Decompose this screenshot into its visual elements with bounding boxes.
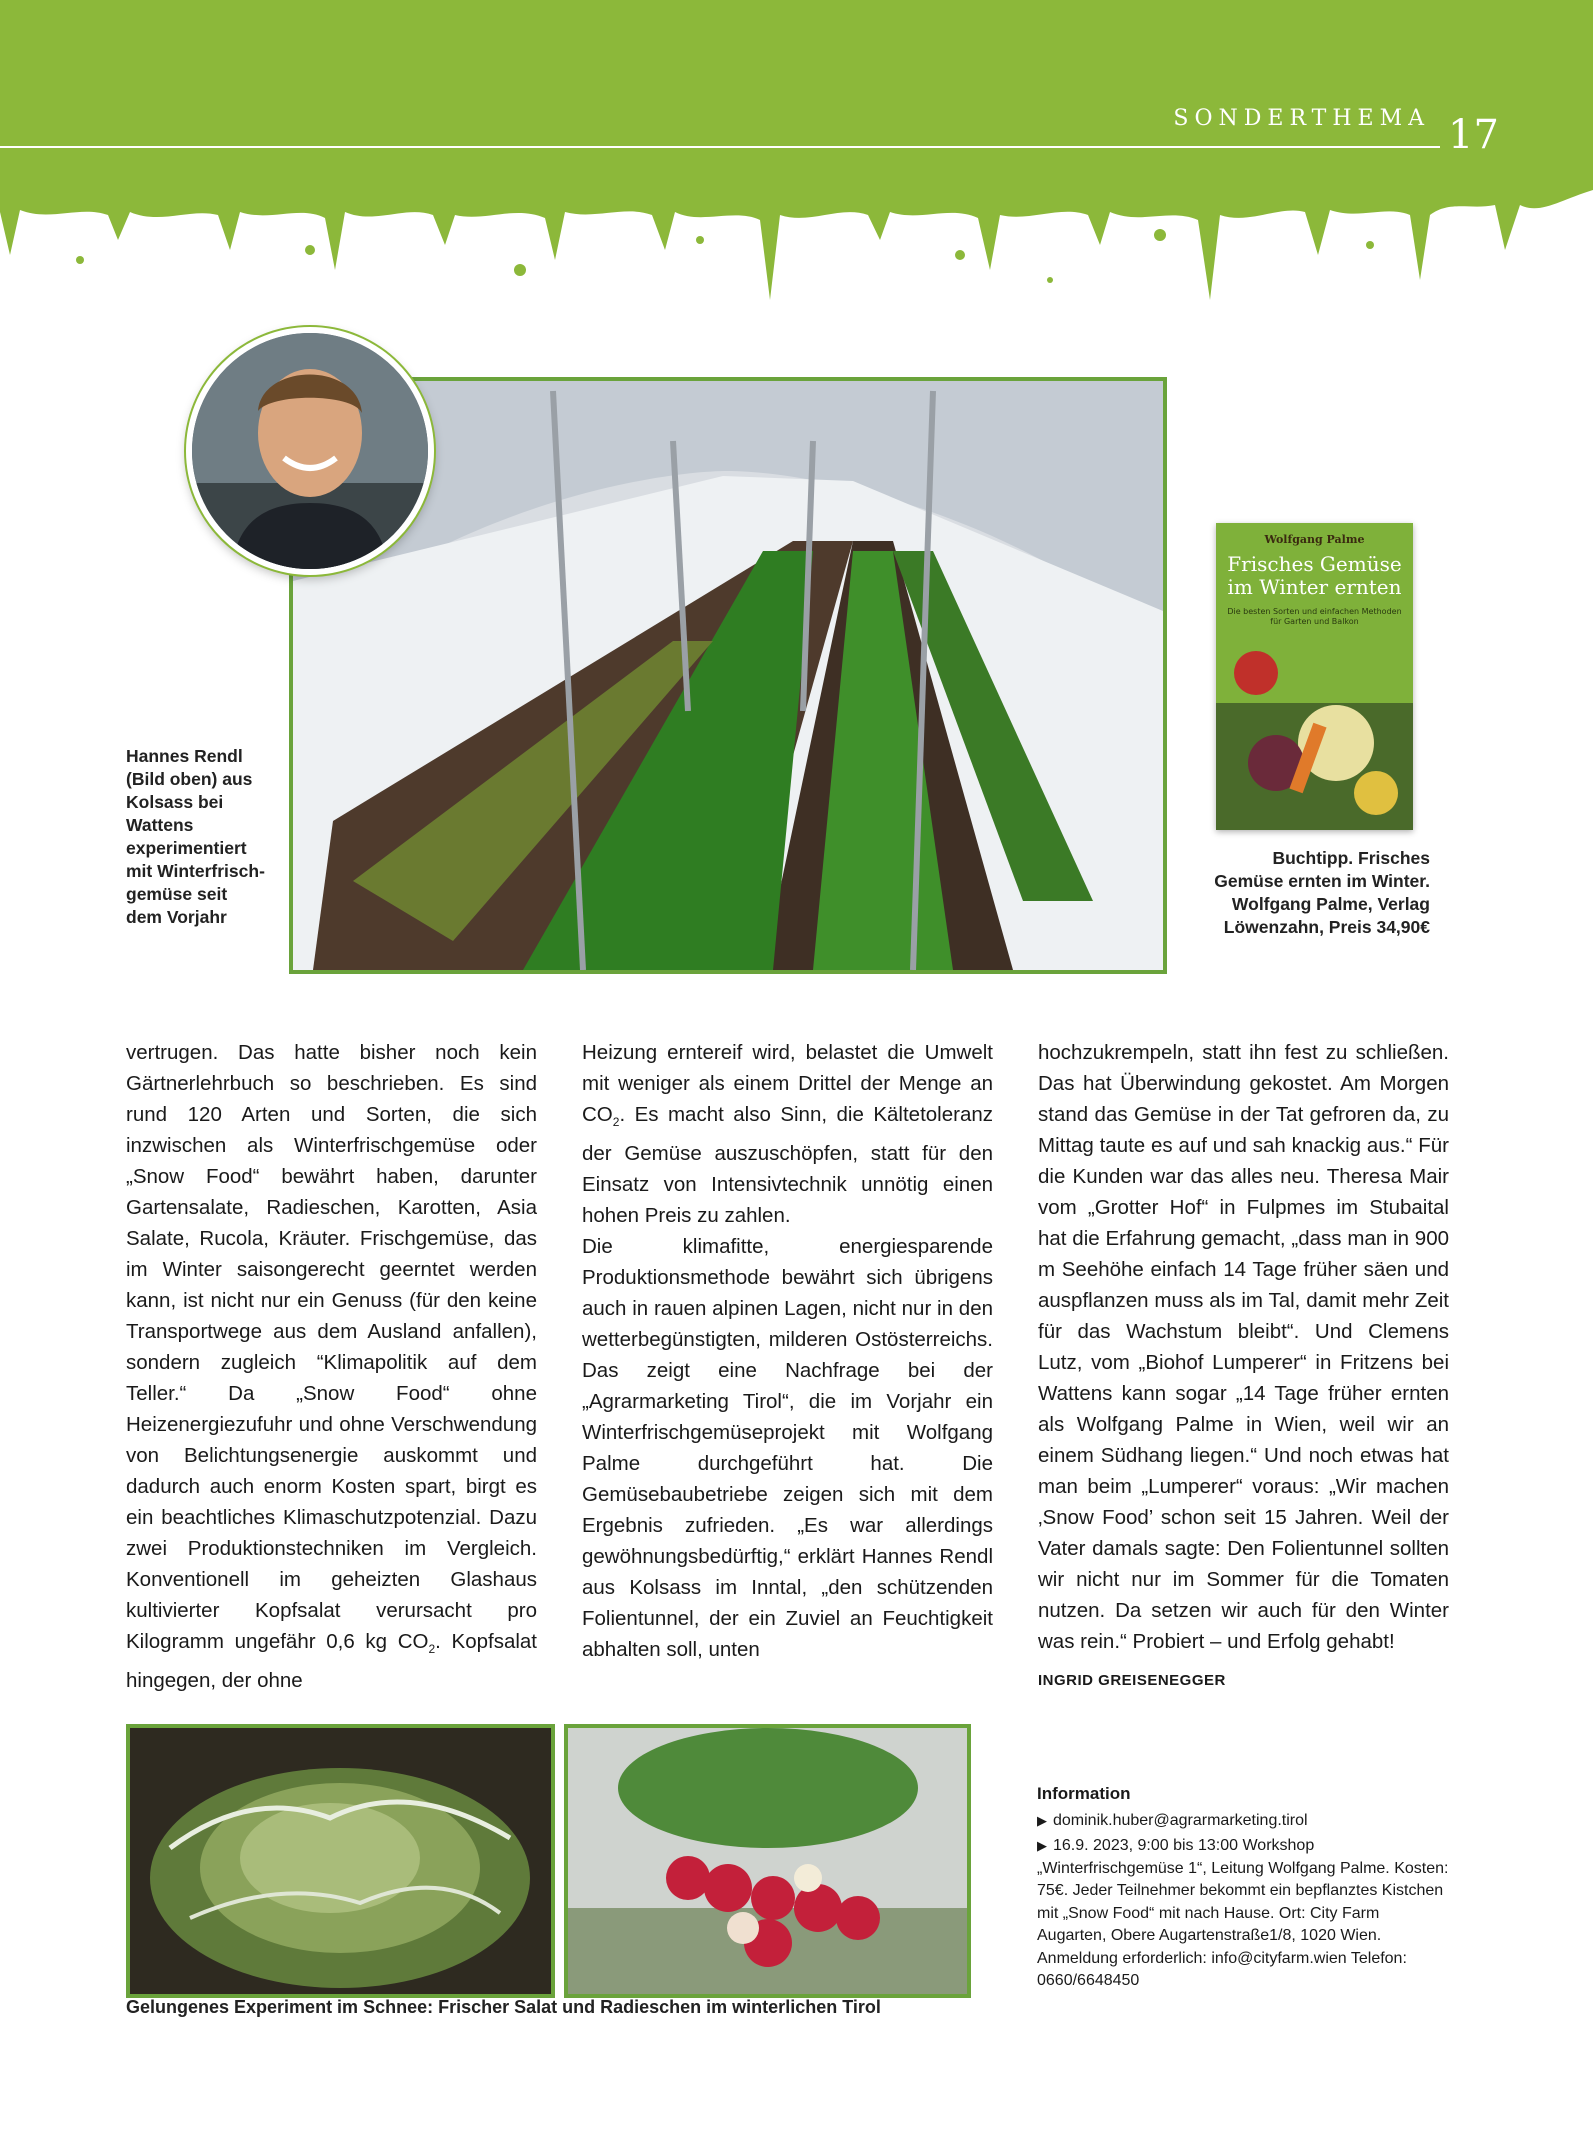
info-email (1037, 1810, 1449, 1833)
book-title-line1: Frisches Gemüse (1227, 552, 1402, 576)
info-workshop (1037, 1835, 1449, 1993)
arrow-icon: ▶ (1037, 1812, 1047, 1828)
book-subtitle: Die besten Sorten und einfachen Methoden für Garten und Balkon (1227, 607, 1402, 626)
radish-photo (564, 1724, 971, 1998)
article-author: INGRID GREISENEGGER (1038, 1672, 1226, 1689)
information-box (1037, 1783, 1449, 1996)
book-caption: Buchtipp. Frisches Gemüse ernten im Winter. Wolfgang Palme, Verlag Löwenzahn, Preis 34,90€ (1214, 848, 1430, 937)
info-email-text: dominik.huber@agrarmarketing.tirol (1053, 1811, 1308, 1829)
lettuce-photo (126, 1724, 555, 1998)
subscript: 2 (612, 1115, 620, 1130)
article-column-1 (126, 1037, 537, 1696)
arrow-icon: ▶ (1037, 1838, 1047, 1853)
book-cover (1216, 523, 1413, 830)
section-label: SONDERTHEMA (1173, 106, 1430, 131)
bottom-caption: Gelungenes Experiment im Schnee: Frischer Salat und Radieschen im winterlichen Tirol (126, 1997, 881, 2017)
page-number: 17 (1448, 112, 1499, 158)
text-run: . Es macht also Sinn, die Kältetoleranz der Gemüse auszuschöpfen, statt für den Einsatz von Intensivtechnik unnötig einen hohen Preis zu zahlen. (582, 1103, 993, 1228)
book-author: Wolfgang Palme (1264, 533, 1365, 546)
book-title (1216, 553, 1413, 599)
book-title-line2: im Winter ernten (1227, 575, 1402, 599)
article-paragraph (126, 1037, 537, 1696)
text-run: vertrugen. Das hatte bisher noch kein Gärtnerlehrbuch so beschrieben. Es sind rund 120 Arten und Sorten, die sich inzwischen als Winterfrischgemüse oder „Snow Food“ bewährt haben, darunter Gartensalate, Radieschen, Karotten, Asia Salate, Rucola, Kräuter. Frischgemüse, das im Winter saisongerecht geerntet werden kann, ist nicht nur ein Genuss (für den keine Transportwege aus dem Ausland anfallen), sondern zugleich “Klimapolitik auf dem Teller.“ Da „Snow Food“ ohne Heizenergiezufuhr und ohne Verschwendung von Belichtungsenergie auskommt und dadurch auch enorm Kosten spart, birgt es ein beachtliches Klimaschutzpotenzial. Dazu zwei Produktionstechniken im Vergleich. Konventionell im geheizten Glashaus kultivierter Kopfsalat verursacht pro Kilogramm ungefähr 0,6 kg CO (126, 1041, 537, 1653)
header-green-band (0, 0, 1593, 340)
header-rule (0, 146, 1440, 148)
subscript: 2 (428, 1642, 436, 1657)
text-run: . Kopfsalat hingegen, der ohne (126, 1630, 537, 1693)
article-paragraph (582, 1037, 993, 1231)
info-title: Information (1037, 1784, 1131, 1803)
article-column-2 (582, 1037, 993, 1665)
article-column-3 (1038, 1037, 1449, 1696)
portrait-photo (186, 327, 434, 575)
info-workshop-text: 16.9. 2023, 9:00 bis 13:00 Workshop „Winterfrischgemüse 1“, Leitung Wolfgang Palme. Kosten: 75€. Jeder Teilnehmer bekommt ein bepflanztes Kistchen mit „Snow Food“ mit nach Hause. Ort: City Farm Augarten, Obere Augartenstraße1/8, 1020 Wien. Anmeldung erforderlich: info@cityfarm.wien Telefon: 0660/6648450 (1037, 1837, 1449, 1989)
portrait-caption: Hannes Rendl (Bild oben) aus Kolsass bei Wattens experimentiert mit Winterfrischgemüse seit dem Vorjahr (126, 746, 265, 927)
text-run: Heizung erntereif wird, belastet die Umwelt mit weniger als einem Drittel der Menge an CO (582, 1041, 993, 1126)
article-paragraph: hochzukrempeln, statt ihn fest zu schließen. Das hat Überwindung gekostet. Am Morgen stand das Gemüse in der Tat gefroren da, zu Mittag taute es auf und sah knackig aus.“ Für die Kunden war das alles neu. Theresa Mair vom „Grotter Hof“ in Fulpmes im Stubaital hat die Erfahrung gemacht, „dass man in 900 m Seehöhe einfach 14 Tage früher säen und auspflanzen muss als im Tal, damit mehr Zeit für das Wachstum bleibt“. Und Clemens Lutz, vom „Biohof Lumperer“ in Fritzens bei Wattens kann sogar „14 Tage früher ernten als Wolfgang Palme in Wien, weil wir an einem Südhang liegen.“ Und noch etwas hat man beim „Lumperer“ voraus: „Wir machen ‚Snow Food’ schon seit 15 Jahren. Weil der Vater damals sagte: Den Folientunnel sollten wir nicht nur im Sommer für die Tomaten nutzen. Da setzen wir auch für den Winter was rein.“ Probiert – und Erfolg gehabt! (1038, 1041, 1449, 1653)
article-paragraph: Die klimafitte, energiesparende Produktionsmethode bewährt sich übrigens auch in rauen alpinen Lagen, nicht nur in den wetterbegünstigten, milderen Ostösterreichs. Das zeigt eine Nachfrage bei der „Agrarmarketing Tirol“, die im Vorjahr ein Winterfrischgemüseprojekt mit Wolfgang Palme durchgeführt hat. Die Gemüsebaubetriebe zeigen sich mit dem Ergebnis zufrieden. „Es war allerdings gewöhnungsbedürftig,“ erklärt Hannes Rendl aus Kolsass im Inntal, „den schützenden Folientunnel, der ein Zuviel an Feuchtigkeit abhalten soll, unten (582, 1235, 993, 1662)
